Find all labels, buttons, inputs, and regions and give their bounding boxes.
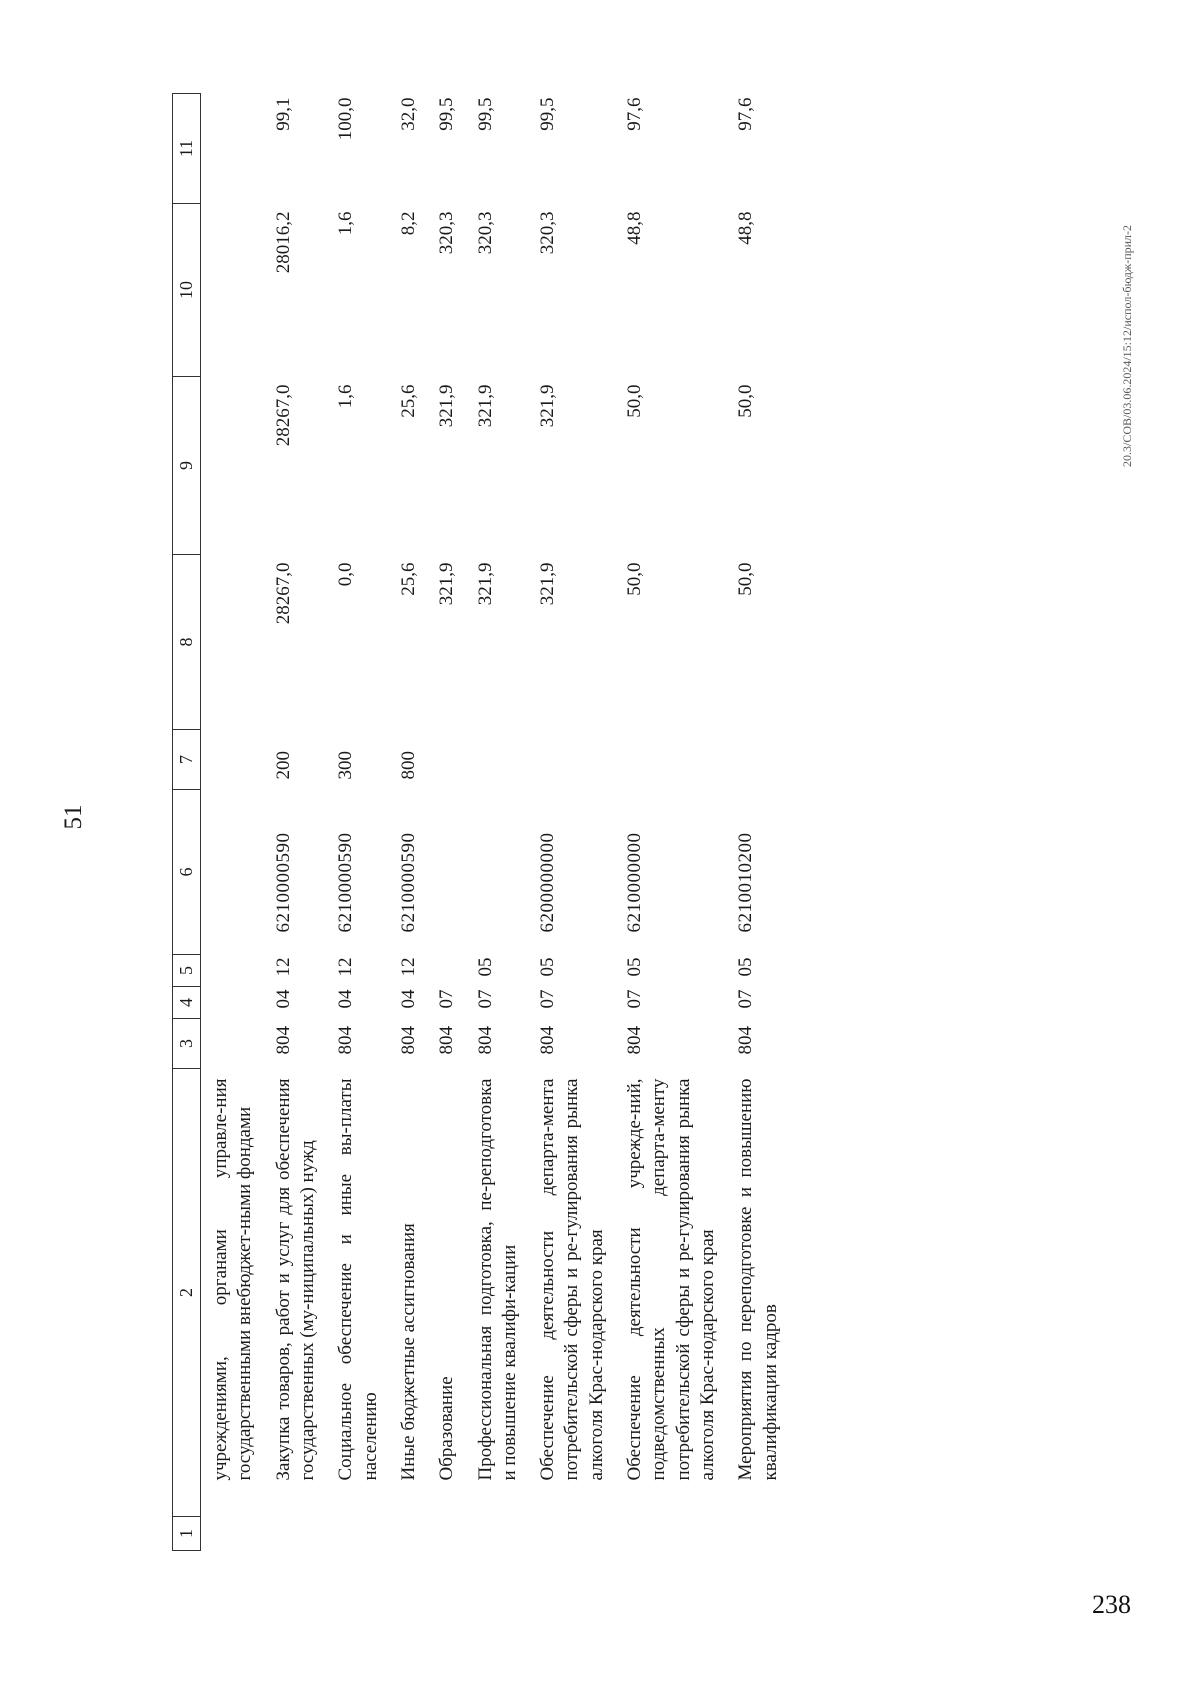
- cell-col3: 804: [474, 1026, 496, 1055]
- table-row: [258, 94, 321, 1551]
- cell-col1: [720, 1517, 783, 1551]
- table-row: [609, 94, 720, 1551]
- cell-col10: 8,2: [397, 211, 419, 236]
- cell-col8: 50,0: [735, 562, 757, 596]
- cell-col5: 05: [735, 957, 757, 977]
- cell-col8: 25,6: [397, 562, 419, 596]
- cell-col7: [201, 730, 258, 790]
- cell-col11: 100,0: [335, 97, 357, 141]
- cell-col11: 99,5: [537, 97, 559, 131]
- cell-col9: 321,9: [474, 384, 496, 428]
- cell-col1: [421, 1517, 459, 1551]
- table-row: [383, 94, 421, 1551]
- cell-col9: 28267,0: [272, 384, 294, 447]
- cell-col3: 804: [537, 1026, 559, 1055]
- cell-col7: [460, 730, 523, 790]
- cell-col1: [522, 1517, 609, 1551]
- cell-col9: 25,6: [397, 384, 419, 418]
- cell-col11: 99,5: [474, 97, 496, 131]
- cell-col3: [201, 1019, 258, 1069]
- row-description: Социальное обеспечение и иные вы-платы населению: [335, 1078, 381, 1481]
- cell-col10: 320,3: [474, 211, 496, 255]
- cell-col4: 04: [335, 989, 357, 1009]
- sheet-number: 238: [1092, 1590, 1131, 1619]
- cell-col10: 320,3: [537, 211, 559, 255]
- page-number: 51: [60, 804, 87, 830]
- cell-col8: [201, 555, 258, 730]
- cell-col3: 804: [735, 1026, 757, 1055]
- cell-col6: 6210000590: [335, 832, 357, 933]
- header-cell: 3: [173, 1019, 201, 1069]
- cell-col7: [720, 730, 783, 790]
- table-row: [460, 94, 523, 1551]
- row-description: Образование: [436, 1376, 458, 1481]
- cell-col9: 321,9: [436, 384, 458, 428]
- table-row: [720, 94, 783, 1551]
- cell-col11: 32,0: [397, 97, 419, 131]
- header-cell: 2: [173, 1069, 201, 1517]
- cell-col3: 804: [335, 1026, 357, 1055]
- cell-col5: [421, 955, 459, 987]
- cell-col7: [609, 730, 720, 790]
- cell-col9: 50,0: [735, 384, 757, 418]
- cell-col1: [258, 1517, 321, 1551]
- cell-col7: 200: [272, 751, 294, 780]
- row-description: Профессиональная подготовка, пе-реподготовка и повышение квалифи-кации: [474, 1078, 520, 1481]
- table-body: [201, 94, 783, 1551]
- row-description: учреждениями, органами управле-ния государственными внебюджет-ными фондами: [210, 1078, 256, 1481]
- header-cell: 5: [173, 955, 201, 987]
- cell-col1: [383, 1517, 421, 1551]
- cell-col7: [522, 730, 609, 790]
- cell-col3: 804: [436, 1026, 458, 1055]
- cell-col9: 1,6: [335, 384, 357, 409]
- cell-col4: 07: [537, 989, 559, 1009]
- cell-col5: 12: [397, 957, 419, 977]
- cell-col6: 6210000000: [624, 832, 646, 933]
- cell-col8: 321,9: [436, 562, 458, 606]
- cell-col6: [421, 790, 459, 955]
- cell-col4: 04: [272, 989, 294, 1009]
- cell-col9: 50,0: [624, 384, 646, 418]
- cell-col8: 321,9: [474, 562, 496, 606]
- cell-col10: [201, 204, 258, 377]
- cell-col7: [421, 730, 459, 790]
- cell-col1: [609, 1517, 720, 1551]
- header-cell: 8: [173, 555, 201, 730]
- cell-col5: 05: [624, 957, 646, 977]
- row-description: Закупка товаров, работ и услуг для обеспечения государственных (му-ниципальных) нужд: [272, 1078, 318, 1481]
- row-description: Мероприятия по переподготовке и повышению квалификации кадров: [735, 1078, 781, 1481]
- cell-col10: 320,3: [436, 211, 458, 255]
- cell-col4: 07: [436, 989, 458, 1009]
- table-row: [201, 94, 258, 1551]
- cell-col1: [320, 1517, 383, 1551]
- footer-code: 20.3/СОВ/03.06.2024/15:12/испол-бюдж-прил-2: [1120, 224, 1134, 467]
- cell-col8: 321,9: [537, 562, 559, 606]
- cell-col7: 300: [335, 751, 357, 780]
- cell-col4: 07: [735, 989, 757, 1009]
- cell-col10: 48,8: [624, 211, 646, 245]
- cell-col6: [201, 790, 258, 955]
- cell-col3: 804: [624, 1026, 646, 1055]
- cell-col11: 99,1: [272, 97, 294, 131]
- cell-col11: 99,5: [436, 97, 458, 131]
- budget-table: [172, 93, 783, 1551]
- cell-col11: [201, 94, 258, 204]
- header-cell: 11: [173, 94, 201, 204]
- cell-col8: 50,0: [624, 562, 646, 596]
- cell-col5: 12: [335, 957, 357, 977]
- row-description: Обеспечение деятельности учрежде-ний, подведомственных департа-менту потребительской сферы и ре-гулирования рынка алкоголя Крас-нодарского края: [624, 1078, 718, 1481]
- cell-col8: 0,0: [335, 562, 357, 587]
- cell-col5: [201, 955, 258, 987]
- header-cell: 1: [173, 1517, 201, 1551]
- cell-col4: 07: [474, 989, 496, 1009]
- cell-col3: 804: [272, 1026, 294, 1055]
- header-cell: 9: [173, 377, 201, 555]
- cell-col9: 321,9: [537, 384, 559, 428]
- cell-col5: 05: [474, 957, 496, 977]
- header-cell: 4: [173, 987, 201, 1019]
- cell-col6: 6210000590: [397, 832, 419, 933]
- cell-col3: 804: [397, 1026, 419, 1055]
- cell-col1: [460, 1517, 523, 1551]
- cell-col10: 48,8: [735, 211, 757, 245]
- table-row: [421, 94, 459, 1551]
- cell-col11: 97,6: [624, 97, 646, 131]
- cell-col5: 12: [272, 957, 294, 977]
- cell-col9: [201, 377, 258, 555]
- row-description: Иные бюджетные ассигнования: [397, 1223, 419, 1481]
- cell-col6: 6200000000: [537, 832, 559, 933]
- row-description: Обеспечение деятельности департа-мента потребительской сферы и ре-гулирования рынка алкоголя Крас-нодарского края: [537, 1078, 607, 1481]
- header-row: [173, 94, 201, 1551]
- cell-col8: 28267,0: [272, 562, 294, 625]
- cell-col4: [201, 987, 258, 1019]
- cell-col6: 6210000590: [272, 832, 294, 933]
- cell-col11: 97,6: [735, 97, 757, 131]
- cell-col4: 04: [397, 989, 419, 1009]
- header-cell: 7: [173, 730, 201, 790]
- cell-col7: 800: [397, 751, 419, 780]
- cell-col10: 1,6: [335, 211, 357, 236]
- cell-col6: [460, 790, 523, 955]
- cell-col5: 05: [537, 957, 559, 977]
- cell-col1: [201, 1517, 258, 1551]
- cell-col4: 07: [624, 989, 646, 1009]
- table-row: [320, 94, 383, 1551]
- cell-col6: 6210010200: [735, 832, 757, 933]
- cell-col10: 28016,2: [272, 211, 294, 274]
- header-cell: 10: [173, 204, 201, 377]
- table-row: [522, 94, 609, 1551]
- header-cell: 6: [173, 790, 201, 955]
